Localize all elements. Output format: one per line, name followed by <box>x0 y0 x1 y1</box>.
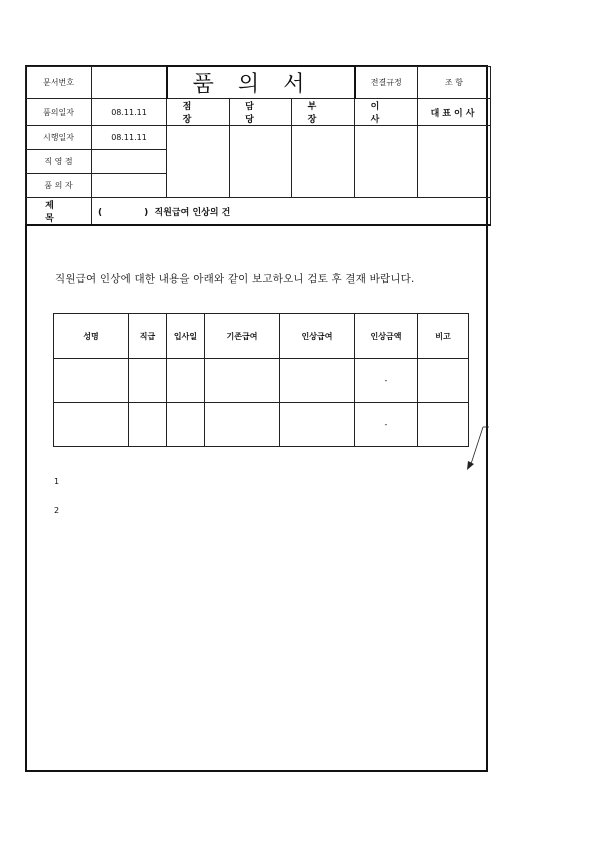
cell-old-salary[interactable] <box>205 403 280 447</box>
table-row <box>54 359 469 403</box>
approver-ceo: 대표이사 <box>418 99 491 126</box>
table-row <box>54 403 469 447</box>
sign-box-dept-head[interactable] <box>292 126 355 198</box>
salary-table <box>53 313 469 447</box>
cell-rank[interactable] <box>129 403 167 447</box>
request-date-label: 품의일자 <box>26 99 92 126</box>
cell-old-salary[interactable] <box>205 359 280 403</box>
cell-name[interactable] <box>54 403 129 447</box>
effective-date-label: 시행일자 <box>26 126 92 150</box>
doc-no-value[interactable] <box>92 66 167 99</box>
cell-new-salary[interactable] <box>280 359 355 403</box>
col-name: 성명 <box>54 314 129 359</box>
subject-label: 제 목 <box>26 198 92 226</box>
subject-field[interactable] <box>92 198 491 226</box>
cell-remarks[interactable] <box>418 403 469 447</box>
approver-director: 이 사 <box>355 99 418 126</box>
cell-rank[interactable] <box>129 359 167 403</box>
note-item-1: 1 <box>54 477 60 486</box>
approver-dept-head: 부 장 <box>292 99 355 126</box>
position-label: 직 영 점 <box>26 150 92 174</box>
col-remarks: 비고 <box>418 314 469 359</box>
cell-hire-date[interactable] <box>167 359 205 403</box>
arrow-icon <box>465 425 493 473</box>
position-value[interactable] <box>92 150 167 174</box>
note-item-2: 2 <box>54 506 60 515</box>
approval-header <box>25 65 491 226</box>
cell-hire-date[interactable] <box>167 403 205 447</box>
cell-raise-amount[interactable]: - <box>355 359 418 403</box>
cell-new-salary[interactable] <box>280 403 355 447</box>
sign-box-director[interactable] <box>355 126 418 198</box>
page-title: 품의서 <box>167 66 355 99</box>
intro-text: 직원급여 인상에 대한 내용을 아래와 같이 보고하오니 검토 후 결재 바랍니다. <box>55 273 415 285</box>
rule-label: 전결규정 <box>355 66 418 99</box>
col-hire-date: 입사일 <box>167 314 205 359</box>
subject-open-paren: ( <box>98 207 103 218</box>
request-date-value[interactable]: 08.11.11 <box>92 99 167 126</box>
cell-raise-amount[interactable]: - <box>355 403 418 447</box>
sign-box-store-manager[interactable] <box>167 126 230 198</box>
sign-box-staff[interactable] <box>230 126 292 198</box>
col-rank: 직급 <box>129 314 167 359</box>
subject-close-paren: ) <box>144 207 149 218</box>
effective-date-value[interactable]: 08.11.11 <box>92 126 167 150</box>
cell-remarks[interactable] <box>418 359 469 403</box>
requester-value[interactable] <box>92 174 167 198</box>
approver-store-manager: 점 장 <box>167 99 230 126</box>
col-new-salary: 인상급여 <box>280 314 355 359</box>
requester-label: 품 의 자 <box>26 174 92 198</box>
doc-no-label: 문서번호 <box>26 66 92 99</box>
approver-staff: 담 당 <box>230 99 292 126</box>
rule-value: 조 항 <box>418 66 491 99</box>
cell-name[interactable] <box>54 359 129 403</box>
col-raise-amount: 인상금액 <box>355 314 418 359</box>
subject-text: 직원급여 인상의 건 <box>154 207 231 218</box>
sign-box-ceo[interactable] <box>418 126 491 198</box>
col-old-salary: 기존급여 <box>205 314 280 359</box>
